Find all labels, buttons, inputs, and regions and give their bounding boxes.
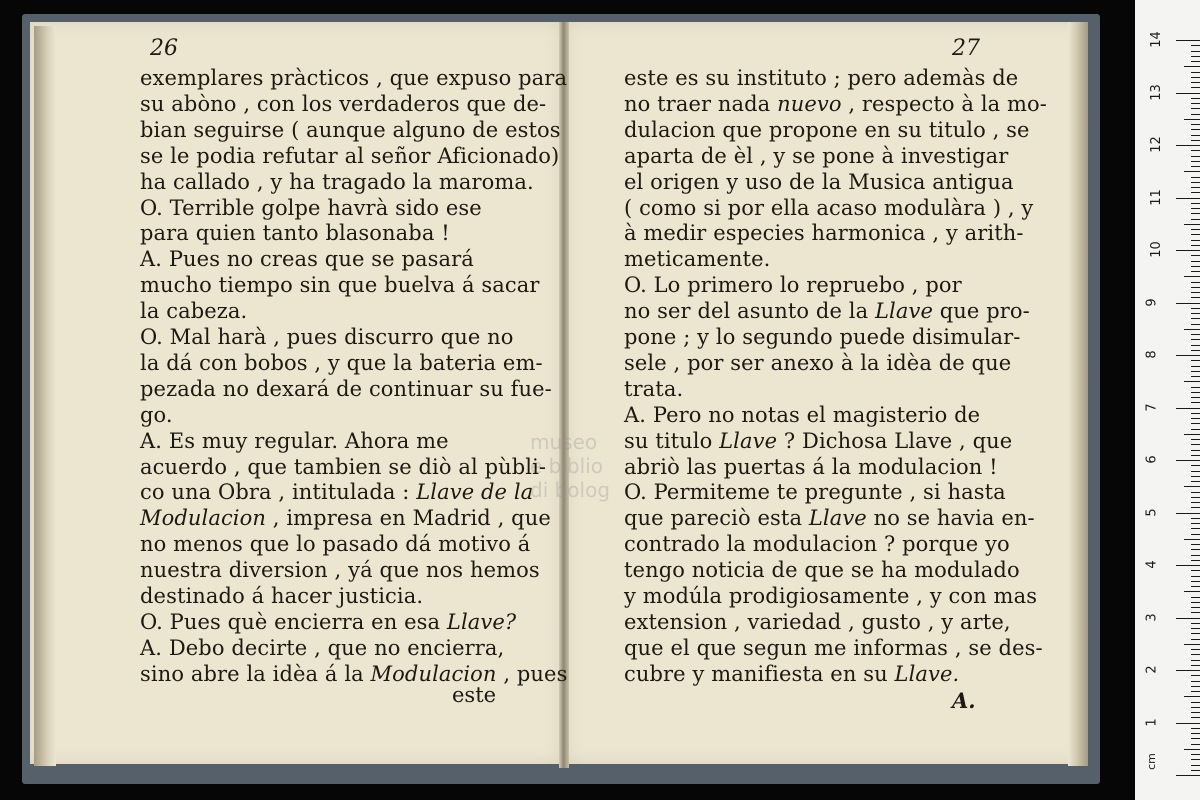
ruler-tick	[1191, 418, 1200, 419]
ruler-tick	[1191, 712, 1200, 713]
line-text: abriò las puertas á la modulacion !	[624, 454, 998, 479]
line-text: ha callado , y ha tragado la maroma.	[140, 169, 534, 194]
ruler-tick	[1191, 581, 1200, 582]
ruler-tick	[1184, 749, 1200, 750]
ruler-tick	[1191, 471, 1200, 472]
ruler-tick	[1191, 728, 1200, 729]
ruler-tick	[1184, 696, 1200, 697]
line-text: su abòno , con los verdaderos que de-	[140, 91, 547, 116]
line-text: co una Obra , intitulada :	[140, 480, 410, 505]
ruler-tick	[1191, 476, 1200, 477]
ruler-tick	[1191, 56, 1200, 57]
line-text: à medir especies harmonica , y arith-	[624, 221, 1024, 246]
line-italic: Llave	[712, 428, 778, 453]
ruler-tick	[1191, 691, 1200, 692]
text-line	[624, 609, 1011, 634]
ruler-tick	[1191, 271, 1200, 272]
ruler-tick	[1191, 114, 1200, 115]
text-line	[624, 247, 1004, 271]
text-line	[624, 506, 1035, 531]
ruler-tick	[1191, 371, 1200, 372]
ruler-tick	[1184, 486, 1200, 487]
text-line	[140, 117, 561, 142]
text-line	[140, 558, 540, 583]
text-line	[140, 247, 520, 271]
text-line	[624, 66, 1019, 90]
text-line	[624, 221, 1024, 246]
ruler-tick	[1191, 387, 1200, 388]
ruler-tick	[1184, 171, 1200, 172]
line-text: el origen y uso de la Musica antigua	[624, 169, 1014, 194]
line-text: no traer nada	[624, 91, 771, 116]
ruler-tick	[1191, 350, 1200, 351]
page-number-right: 27	[952, 36, 980, 61]
ruler-tick	[1191, 455, 1200, 456]
line-text: tengo noticia de que se ha modulado	[624, 558, 1020, 583]
ruler-tick	[1191, 602, 1200, 603]
ruler-tick	[1191, 654, 1200, 655]
line-text-after: no se havia en-	[866, 506, 1035, 531]
ruler-tick	[1191, 481, 1200, 482]
line-text-after: ? Dichosa Llave , que	[777, 428, 1013, 453]
ruler-tick	[1191, 124, 1200, 125]
ruler-tick	[1191, 429, 1200, 430]
line-italic: Llave	[802, 506, 867, 531]
ruler-number: 14	[1148, 31, 1164, 48]
ruler-number: 3	[1144, 612, 1160, 622]
ruler-tick	[1191, 681, 1200, 682]
ruler-tick	[1191, 518, 1200, 519]
ruler-tick	[1191, 402, 1200, 403]
ruler-tick	[1191, 87, 1200, 88]
line-text: se le podia refutar al señor Aficionado)	[140, 143, 560, 168]
ruler-tick	[1191, 140, 1200, 141]
ruler-tick	[1184, 66, 1200, 67]
ruler-tick	[1191, 675, 1200, 676]
ruler-tick	[1191, 413, 1200, 414]
text-line	[140, 221, 520, 245]
ruler-tick	[1191, 219, 1200, 220]
line-text: la dá con bobos , y que la bateria em-	[140, 350, 543, 375]
ruler-tick	[1191, 150, 1200, 151]
ruler-tick	[1191, 665, 1200, 666]
line-text: sele , por ser anexo à la idèa de que	[624, 350, 1012, 375]
ruler-tick	[1191, 129, 1200, 130]
line-text: que el que segun me informas , se des-	[624, 635, 1043, 660]
line-text: A. Pues no creas que se pasará	[140, 247, 474, 272]
line-text: este es su instituto ; pero ademàs de	[624, 66, 1019, 90]
ruler-tick	[1191, 586, 1200, 587]
ruler-tick	[1191, 544, 1200, 545]
ruler-tick	[1191, 686, 1200, 687]
ruler-tick	[1176, 40, 1200, 41]
text-line	[624, 635, 1043, 660]
ruler-unit: cm	[1144, 753, 1158, 770]
text-line	[140, 584, 520, 608]
text-line	[140, 376, 552, 401]
ruler-tick	[1184, 644, 1200, 645]
ruler-tick	[1191, 649, 1200, 650]
line-italic: Modulacion	[363, 661, 497, 686]
ruler-tick	[1191, 376, 1200, 377]
ruler-tick	[1191, 313, 1200, 314]
line-text: para quien tanto blasonaba !	[140, 221, 450, 246]
ruler-tick	[1176, 723, 1200, 724]
ruler-tick	[1191, 82, 1200, 83]
text-line	[140, 66, 568, 90]
text-line	[624, 584, 1038, 608]
ruler-tick	[1191, 423, 1200, 424]
ruler-tick	[1176, 355, 1200, 356]
line-text: pone ; y lo segundo puede disimular-	[624, 325, 1021, 349]
ruler-tick	[1191, 523, 1200, 524]
text-line	[624, 558, 1020, 583]
line-text: sino abre la idèa á la	[140, 661, 364, 686]
ruler-tick	[1191, 234, 1200, 235]
ruler-tick	[1176, 250, 1200, 251]
line-text: que pareciò esta	[624, 506, 803, 531]
watermark-line: di bolog	[530, 478, 611, 502]
ruler-tick	[1191, 366, 1200, 367]
ruler-tick	[1191, 765, 1200, 766]
line-text-after: , impresa en Madrid , que	[266, 506, 551, 531]
text-line	[140, 91, 547, 116]
text-line	[140, 403, 520, 427]
left-page-edge	[34, 26, 56, 766]
text-line	[624, 428, 1013, 453]
line-text: exemplares pràcticos , que expuso para	[140, 66, 568, 90]
line-text: ( como si por ella acaso modulàra ) , y	[624, 195, 1034, 220]
line-text: no ser del asunto de la	[624, 299, 869, 324]
ruler-tick	[1191, 308, 1200, 309]
ruler-tick	[1191, 502, 1200, 503]
ruler-tick	[1191, 261, 1200, 262]
line-text-after: , respecto à la mo-	[841, 91, 1047, 116]
line-text: extension , variedad , gusto , y arte,	[624, 609, 1011, 634]
ruler-tick	[1191, 297, 1200, 298]
ruler-number: 4	[1144, 560, 1160, 569]
line-text: y modúla prodigiosamente , y con mas	[624, 584, 1038, 608]
text-line	[624, 455, 1004, 479]
ruler-tick	[1191, 450, 1200, 451]
ruler-tick	[1184, 381, 1200, 382]
ruler-tick	[1176, 775, 1200, 776]
text-line	[624, 403, 1004, 427]
ruler-tick	[1184, 224, 1200, 225]
ruler-tick	[1191, 397, 1200, 398]
ruler-tick	[1191, 392, 1200, 393]
ruler-tick	[1191, 208, 1200, 209]
text-line	[140, 636, 520, 660]
ruler-tick	[1191, 707, 1200, 708]
ruler-tick	[1191, 465, 1200, 466]
catchword-left: este	[452, 683, 497, 707]
line-text: bian seguirse ( aunque alguno de estos	[140, 117, 561, 142]
ruler-tick	[1191, 187, 1200, 188]
ruler-tick	[1191, 135, 1200, 136]
ruler-tick	[1191, 61, 1200, 62]
ruler-tick	[1191, 161, 1200, 162]
ruler-tick	[1184, 434, 1200, 435]
ruler-tick	[1184, 329, 1200, 330]
ruler-number: 5	[1144, 507, 1160, 517]
ruler-tick	[1191, 733, 1200, 734]
text-line	[624, 299, 1030, 324]
ruler-number: 13	[1148, 83, 1164, 101]
line-italic: Llave.	[887, 661, 960, 686]
text-line	[624, 480, 1004, 504]
text-line	[624, 117, 1030, 142]
ruler-tick	[1191, 45, 1200, 46]
text-line	[624, 325, 1021, 349]
line-italic: Llave de la	[409, 480, 534, 505]
line-italic: Llave?	[440, 609, 517, 634]
text-line	[140, 169, 534, 194]
line-italic: Llave	[868, 299, 933, 324]
watermark-line: museo	[530, 430, 598, 454]
ruler-tick	[1191, 528, 1200, 529]
ruler-tick	[1191, 549, 1200, 550]
ruler-tick	[1191, 345, 1200, 346]
ruler-number: 10	[1148, 241, 1164, 258]
text-line	[140, 143, 560, 168]
ruler-tick	[1191, 156, 1200, 157]
ruler-tick	[1191, 660, 1200, 661]
text-line	[624, 195, 1034, 220]
ruler-tick	[1191, 192, 1200, 193]
line-text: O. Mal harà , pues discurro que no	[140, 325, 514, 349]
ruler-number: 1	[1144, 717, 1160, 727]
line-text-after: , pues	[496, 661, 568, 686]
ruler-tick	[1191, 623, 1200, 624]
line-text: trata.	[624, 376, 684, 401]
line-text: O. Terrible golpe havrà sido ese	[140, 195, 482, 220]
ruler-tick	[1184, 119, 1200, 120]
ruler-number: 7	[1144, 402, 1160, 412]
ruler-tick	[1191, 560, 1200, 561]
ruler-tick	[1184, 539, 1200, 540]
ruler-tick	[1191, 182, 1200, 183]
ruler-tick	[1191, 759, 1200, 760]
ruler-tick	[1191, 555, 1200, 556]
ruler-number: 12	[1148, 136, 1164, 153]
text-line	[624, 273, 1004, 297]
text-line	[624, 662, 1004, 686]
ruler-tick	[1191, 738, 1200, 739]
ruler-tick	[1191, 507, 1200, 508]
ruler-tick	[1191, 612, 1200, 613]
ruler-tick	[1191, 72, 1200, 73]
line-text-after: que pro-	[932, 299, 1030, 324]
ruler-tick	[1191, 639, 1200, 640]
ruler-tick	[1191, 77, 1200, 78]
ruler-tick	[1191, 339, 1200, 340]
line-text: O. Lo primero lo repruebo , por	[624, 273, 962, 298]
ruler-tick	[1191, 287, 1200, 288]
ruler-tick	[1184, 591, 1200, 592]
line-text: A. Pero no notas el magisterio de	[624, 402, 981, 427]
text-line	[140, 610, 520, 634]
ruler-tick	[1191, 628, 1200, 629]
line-text: aparta de èl , y se pone à investigar	[624, 143, 1009, 168]
right-page-edge	[1068, 22, 1088, 766]
ruler-tick	[1176, 408, 1200, 409]
ruler-tick	[1191, 444, 1200, 445]
line-text: la cabeza.	[140, 299, 248, 324]
ruler-tick	[1191, 770, 1200, 771]
ruler-tick	[1191, 492, 1200, 493]
ruler-tick	[1176, 93, 1200, 94]
line-text: nuestra diversion , yá que nos hemos	[140, 558, 540, 583]
ruler-tick	[1191, 166, 1200, 167]
text-line	[140, 299, 520, 323]
ruler-tick	[1176, 513, 1200, 514]
ruler-tick	[1191, 292, 1200, 293]
ruler-tick	[1191, 229, 1200, 230]
ruler-tick	[1191, 534, 1200, 535]
ruler-tick	[1191, 282, 1200, 283]
text-line	[140, 480, 534, 505]
ruler-tick	[1191, 576, 1200, 577]
line-text: A. Es muy regular. Ahora me	[140, 428, 449, 453]
ruler-tick	[1176, 460, 1200, 461]
text-line	[140, 325, 520, 349]
ruler-tick	[1176, 618, 1200, 619]
ruler-tick	[1176, 303, 1200, 304]
ruler-tick	[1184, 276, 1200, 277]
line-text: O. Permiteme te pregunte , si hasta	[624, 480, 1006, 505]
ruler-tick	[1191, 439, 1200, 440]
line-text: su titulo	[624, 428, 713, 453]
line-italic: Modulacion	[140, 506, 266, 531]
ruler-tick	[1191, 597, 1200, 598]
ruler-tick	[1191, 607, 1200, 608]
ruler-tick	[1191, 240, 1200, 241]
watermark-line: e biblio	[530, 454, 603, 478]
line-text: dulacion que propone en su titulo , se	[624, 117, 1030, 142]
text-line	[140, 350, 543, 375]
catchword-right: A.	[952, 688, 976, 713]
ruler-tick	[1176, 670, 1200, 671]
ruler-number: 2	[1144, 665, 1160, 674]
ruler-tick	[1191, 717, 1200, 718]
page-number-left: 26	[150, 36, 178, 61]
ruler-tick	[1191, 203, 1200, 204]
ruler-tick	[1176, 145, 1200, 146]
ruler-tick	[1191, 324, 1200, 325]
line-text: acuerdo , que tambien se diò al pùbli-	[140, 454, 547, 479]
line-text: go.	[140, 402, 173, 427]
line-text: pezada no dexará de continuar su fue-	[140, 376, 552, 401]
ruler-number: 6	[1144, 455, 1160, 464]
line-text: cubre y manifiesta en su	[624, 661, 888, 686]
ruler-tick	[1191, 213, 1200, 214]
ruler-tick	[1191, 702, 1200, 703]
ruler-tick	[1191, 633, 1200, 634]
line-text: destinado á hacer justicia.	[140, 584, 424, 608]
line-text: mucho tiempo sin que buelva á sacar	[140, 273, 540, 298]
ruler-tick	[1191, 255, 1200, 256]
ruler-tick	[1191, 266, 1200, 267]
ruler-tick	[1191, 245, 1200, 246]
line-italic: nuevo	[770, 91, 842, 116]
ruler-tick	[1191, 744, 1200, 745]
line-text: meticamente.	[624, 247, 771, 272]
text-line	[624, 91, 1047, 116]
ruler-tick	[1191, 103, 1200, 104]
ruler-tick	[1176, 198, 1200, 199]
line-text: A. Debo decirte , que no encierra,	[140, 635, 505, 660]
text-line	[624, 350, 1012, 375]
ruler-tick	[1191, 108, 1200, 109]
text-line	[624, 169, 1014, 194]
ruler-tick	[1191, 360, 1200, 361]
ruler-tick	[1191, 497, 1200, 498]
ruler-number: 9	[1144, 297, 1160, 307]
ruler-tick	[1191, 51, 1200, 52]
ruler-tick	[1191, 98, 1200, 99]
text-line	[624, 532, 1010, 557]
ruler-tick	[1191, 334, 1200, 335]
text-line	[140, 532, 531, 557]
ruler-tick	[1191, 570, 1200, 571]
text-line	[140, 506, 551, 531]
ruler-number: 8	[1144, 350, 1160, 359]
text-line	[140, 273, 540, 298]
ruler-tick	[1191, 318, 1200, 319]
text-line	[624, 377, 1004, 401]
text-line	[624, 143, 1009, 168]
text-line	[140, 196, 520, 220]
ruler-tick	[1176, 565, 1200, 566]
text-line	[140, 429, 520, 453]
line-text: O. Pues què encierra en esa	[140, 609, 441, 634]
ruler-tick	[1191, 754, 1200, 755]
line-text: contrado la modulacion ? porque yo	[624, 532, 1010, 557]
text-line	[140, 454, 547, 479]
line-text: no menos que lo pasado dá motivo á	[140, 532, 531, 557]
ruler-tick	[1191, 177, 1200, 178]
ruler-number: 11	[1148, 188, 1164, 206]
